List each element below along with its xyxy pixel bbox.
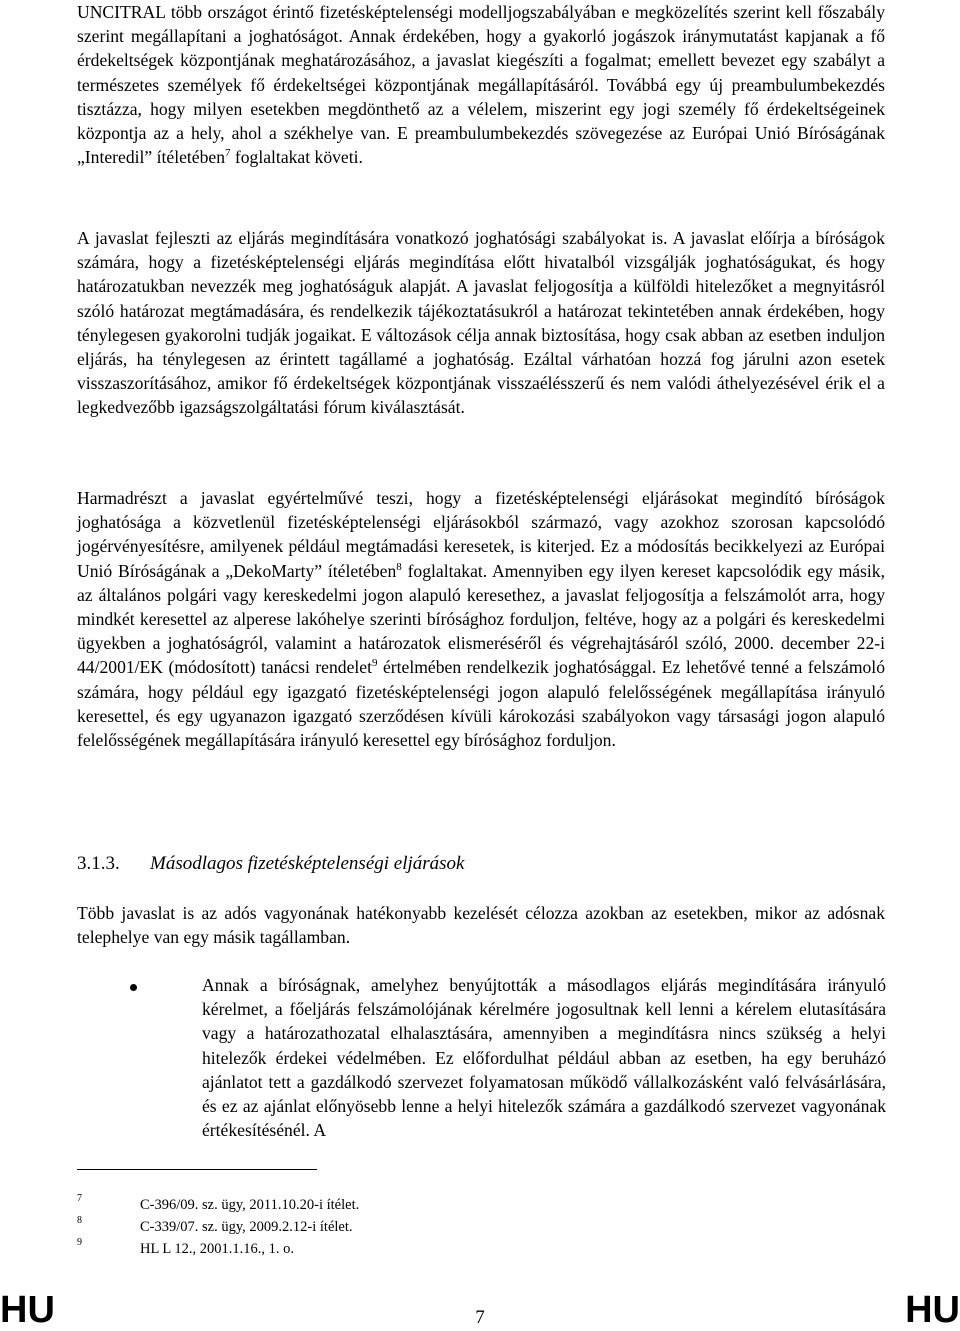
section-number: 3.1.3. bbox=[77, 853, 120, 874]
footnote-number: 8 bbox=[77, 1215, 82, 1226]
language-code-right: HU bbox=[905, 1289, 960, 1331]
section-title: Másodlagos fizetésképtelenségi eljárások bbox=[150, 853, 465, 874]
footnote-text: C-339/07. sz. ügy, 2009.2.12-i ítélet. bbox=[140, 1219, 353, 1235]
page-number: 7 bbox=[475, 1307, 485, 1328]
footnote-separator bbox=[77, 1169, 317, 1170]
paragraph-deko-marty: Harmadrészt a javaslat egyértelművé teszi, hogy a fizetésképtelenségi eljárásokat megindító bíróságok joghatósága a közvetlenül fizetésképtelenségi eljárásokból származó, vagy azokhoz szorosan kapcsolódó jogérvényesítésre, amilyenek például megtámadási keresetek, is kiterjed. Ez a módosítás becikkelyezi az Európai Unió Bíróságának a „DekoMarty” ítéletében$^8$ foglaltakat. Amennyiben egy ilyen kereset kapcsolódik egy másik, az általános polgári vagy kereskedelmi jogon alapuló keresethez, a javaslat feljogosítja a felszámolót arra, hogy mindkét keresettel az alperese lakóhelye szerinti bírósághoz forduljon, feltéve, hogy az a polgári és kereskedelmi ügyekben a joghatóságról, valamint a határozatok elismeréséről és végrehajtásáról szóló, 2000. december 22-i 44/2001/EK (módosított) tanácsi rendelet$^9$ értelmében rendelkezik joghatósággal. Ez lehetővé tenné a felszámoló számára, hogy például egy igazgató fizetésképtelenségi jogon alapuló felelősségének megállapítása irányuló keresettel, és egy ugyanazon igazgató szerződésen kívüli károkozási szabályokon vagy társasági jogon alapuló felelősségének megállapítására irányuló keresettel egy bírósághoz forduljon. bbox=[77, 488, 885, 751]
bullet-list-item bbox=[147, 973, 885, 1142]
language-code-left: HU bbox=[0, 1289, 55, 1331]
paragraph-uncitral: UNCITRAL több országot érintő fizetésképtelenségi modelljogszabályában e megközelítés szerint kell főszabály szerint megállapítani a joghatóságot. Annak érdekében, hogy a gyakorló jogászok iránymutatást kapjanak a fő érdekeltségek központjának meghatározásához, a javaslat kiegészíti a fogalmat; emellett bevezet egy szabályt a természetes személyek fő érdekeltségei központjának megállapításáról. Továbbá egy új preambulumbekezdés tisztázza, hogy milyen esetekben megdönthető az a vélelem, miszerint egy jogi személy fő érdekeltségeinek központja az a hely, ahol a székhelye van. E preambulumbekezdés szövegezése az Európai Unió Bíróságának „Interedil” ítéletében$^7$ foglaltakat követi. bbox=[77, 2, 885, 168]
footnote-ref-7[interactable]: 7 bbox=[225, 147, 231, 160]
bullet-icon bbox=[130, 984, 137, 991]
paragraph-jurisdiction-rules: A javaslat fejleszti az eljárás megindítására vonatkozó joghatósági szabályokat is. A javaslat előírja a bíróságok számára, hogy a fizetésképtelenségi eljárás megindítása előtt hivatalból vizsgálják joghatóságukat, és hogy határozatukban nevezzék meg joghatóságuk alapját. A javaslat feljogosítja a külföldi hitelezőket a megnyitásról szóló határozat megtámadására, és rendelkezik tájékoztatásukról a határozat tekintetében annak érdekében, hogy ténylegesen gyakorolni tudják jogaikat. E változások célja annak biztosítása, hogy csak abban az esetben induljon eljárás, ha ténylegesen az érintett tagállamé a joghatóság. Ezáltal várhatóan hozzá fog járulni azon esetek visszaszorításához, amikor fő érdekeltségek központjának visszaélésszerű és nem valódi áthelyezésével érik el a legkedvezőbb igazságszolgáltatási fórum kiválasztását. bbox=[77, 228, 885, 418]
bullet-text: Annak a bíróságnak, amelyhez benyújtották a másodlagos eljárás megindítására irányuló kérelmet, a főeljárás felszámolójának kérelmére jogosultnak kell lenni a kérelem elutasítására vagy a határozathozatal elhalasztására, amennyiben a megindításra nincs szükség a helyi hitelezők érdekei védelmében. Ez előfordulhat például abban az esetben, ha egy beruházó ajánlatot tett a gazdálkodó szervezet folyamatosan működő vállalkozásként való felvásárlására, és ez az ajánlat előnyösebb lenne a helyi hitelezők számára a gazdálkodó szervezet vagyonának értékesítésénél. A bbox=[202, 975, 886, 1141]
footnote-number: 7 bbox=[77, 1193, 82, 1204]
section-heading bbox=[77, 852, 465, 876]
footnote-ref-9[interactable]: 9 bbox=[371, 657, 378, 670]
footnote-text: HL L 12., 2001.1.16., 1. o. bbox=[140, 1241, 294, 1257]
footnote-ref-8[interactable]: 8 bbox=[396, 560, 402, 573]
footnote-number: 9 bbox=[77, 1237, 82, 1248]
paragraph-intro: Több javaslat is az adós vagyonának hatékonyabb kezelését célozza azokban az esetekben, mikor az adósnak telephelye van egy másik tagállamban. bbox=[77, 903, 885, 948]
footnote-text: C-396/09. sz. ügy, 2011.10.20-i ítélet. bbox=[140, 1197, 360, 1213]
